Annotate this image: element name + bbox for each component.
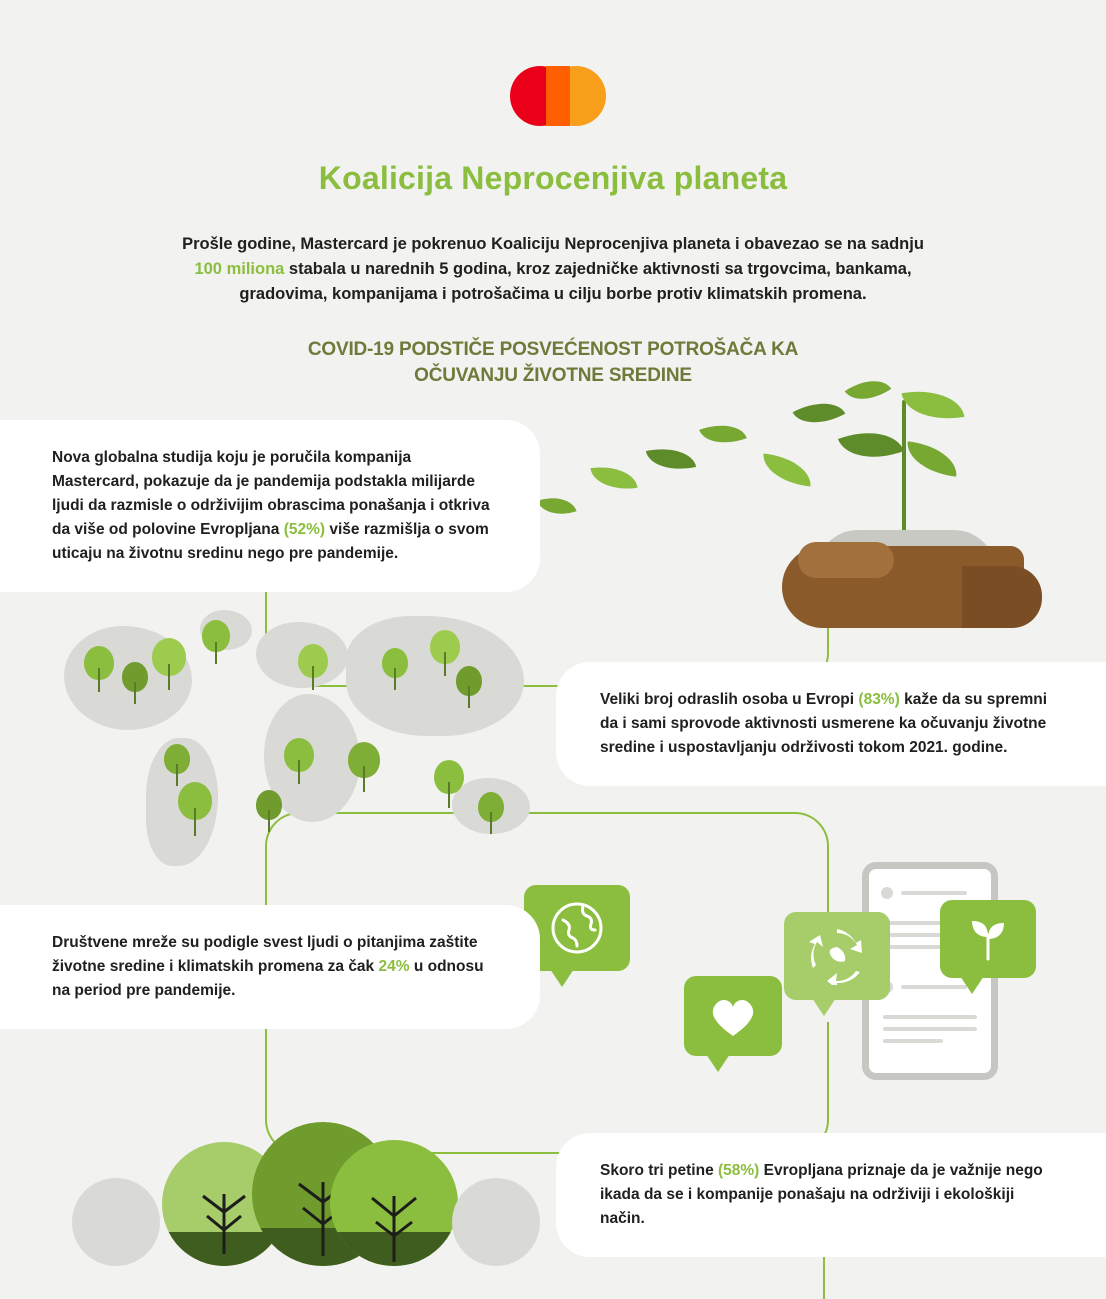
bubble-sprout: [940, 900, 1036, 978]
recycle-leaf-icon: [808, 927, 866, 985]
map-tree: [122, 662, 148, 704]
map-tree: [298, 644, 328, 690]
card-3-highlight: 24%: [378, 958, 410, 975]
map-tree: [202, 620, 230, 664]
phone-text-line: [901, 985, 967, 989]
card-4-highlight: (58%): [718, 1162, 760, 1179]
tree-large-icon: [358, 1172, 430, 1262]
sprout-leaf-left: [838, 419, 904, 471]
globe-icon: [549, 900, 605, 956]
mastercard-overlap: [546, 66, 570, 126]
map-tree: [84, 646, 114, 692]
sprout-leaf-right: [901, 383, 964, 427]
card-2-text-part-2: kaže da su spremni da i sami sprovode aktivnosti usmerene ka očuvanju životne sredine i uspostavljanju održivosti tokom 2021. godine.: [600, 691, 1048, 756]
card-1-highlight: (52%): [283, 521, 326, 538]
leaf-icon: [793, 391, 846, 436]
leaf-icon: [761, 453, 814, 486]
bubble-heart: [684, 976, 782, 1056]
card-2-highlight: (83%): [858, 691, 900, 708]
tree-stage-circle-empty: [72, 1178, 160, 1266]
subtitle-line-1: COVID-19 PODSTIČE POSVEĆENOST POTROŠAČA KA: [307, 339, 799, 360]
wrist-shape: [962, 566, 1042, 628]
phone-text-line: [883, 1027, 977, 1031]
intro-part-1: Prošle godine, Mastercard je pokrenuo Koaliciju Neprocenjiva planeta i obavezao se na sadnju: [182, 235, 924, 253]
leaf-icon: [646, 442, 696, 477]
heart-icon: [707, 992, 759, 1040]
intro-part-2: stabala u narednih 5 godina, kroz zajedničke aktivnosti sa trgovcima, bankama, gradovima, kompanijama i potrošačima u cilju borbe protiv klimatskih promena.: [239, 260, 912, 303]
thumb-shape: [798, 542, 894, 578]
callout-card-3: [0, 905, 540, 1029]
bubble-recycle: [784, 912, 890, 1000]
map-tree: [164, 744, 190, 786]
subtitle-line-2: OČUVANJU ŽIVOTNE SREDINE: [414, 365, 692, 386]
card-1-text-part-1: Nova globalna studija koju je poručila kompanija Mastercard, pokazuje da je pandemija podstakla milijarde ljudi da razmisle o održivijim obrascima ponašanja i otkriva da više od polovine Evropljana: [52, 449, 490, 538]
sprout-icon: [964, 915, 1012, 963]
map-tree: [178, 782, 212, 836]
tree-sapling-icon: [189, 1168, 259, 1254]
card-3-text-part-2: u odnosu na period pre pandemije.: [52, 958, 484, 999]
callout-card-4: [556, 1133, 1106, 1257]
phone-text-line: [901, 891, 967, 895]
phone-text-line: [883, 1015, 977, 1019]
map-tree: [152, 638, 186, 690]
map-tree: [456, 666, 482, 708]
card-3-text-part-1: Društvene mreže su podigle svest ljudi o pitanjima zaštite životne sredine i klimatskih promena za čak: [52, 934, 478, 975]
sprout-stem: [902, 400, 906, 545]
phone-text-line: [883, 1039, 943, 1043]
card-1-text-part-2: više razmišlja o svom uticaju na životnu sredinu nego pre pandemije.: [52, 521, 489, 562]
leaf-icon: [590, 462, 637, 494]
map-tree: [434, 760, 464, 808]
sprout-leaf-right-2: [905, 441, 960, 476]
card-4-text-part-2: Evropljana priznaje da je važnije nego ikada da se i kompanije ponašaju na održiviji i ekološkiji način.: [600, 1162, 1043, 1227]
map-tree: [256, 790, 282, 832]
phone-avatar-dot: [881, 887, 893, 899]
page-title: Koalicija Neprocenjiva planeta: [318, 160, 788, 196]
intro-paragraph: [170, 232, 936, 307]
map-tree: [284, 738, 314, 784]
hand-holding-sprout-illustration: [530, 370, 1090, 635]
tree-stage-circle-empty-2: [452, 1178, 540, 1266]
world-map-with-trees-illustration: [60, 610, 560, 880]
map-tree: [478, 792, 504, 834]
mastercard-logo: [510, 66, 606, 126]
callout-card-2: [556, 662, 1106, 786]
intro-highlight: 100 miliona: [194, 260, 285, 278]
leaf-icon: [699, 416, 747, 453]
map-tree: [382, 648, 408, 690]
map-tree: [348, 742, 380, 792]
callout-card-1: [0, 420, 540, 592]
card-2-text-part-1: Veliki broj odraslih osoba u Evropi: [600, 691, 859, 708]
leaf-icon: [845, 369, 892, 411]
card-4-text-part-1: Skoro tri petine: [600, 1162, 718, 1179]
leaf-icon: [537, 490, 576, 521]
